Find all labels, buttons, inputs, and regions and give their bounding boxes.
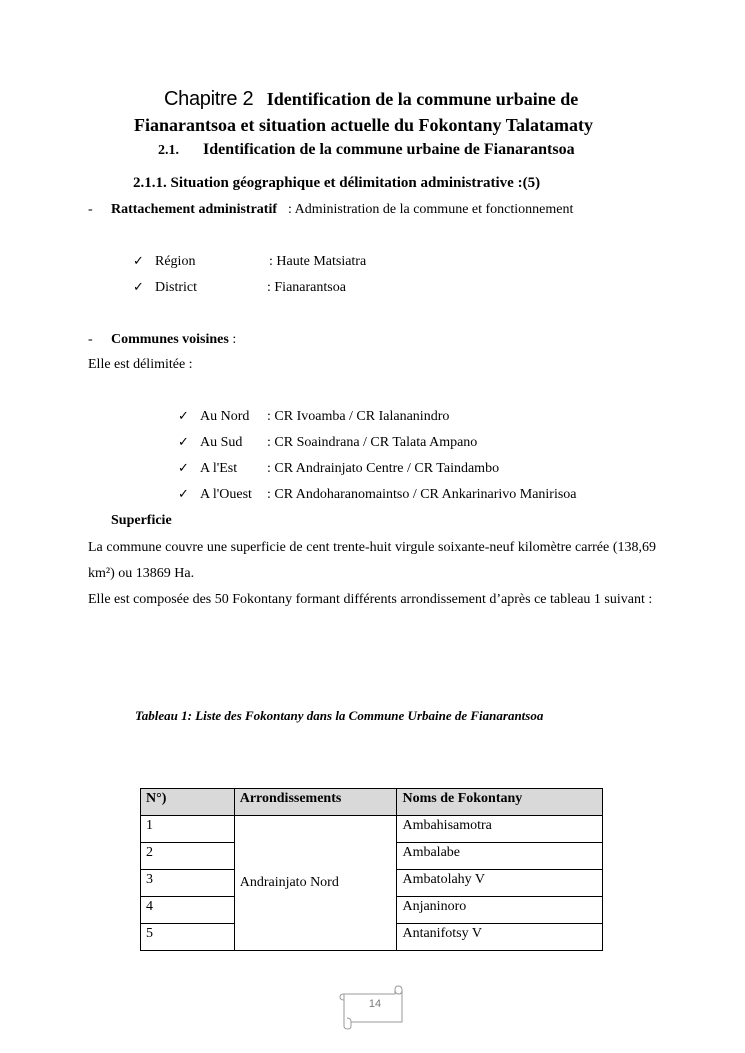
- table-caption: Tableau 1: Liste des Fokontany dans la Commune Urbaine de Fianarantsoa: [135, 708, 544, 723]
- check-icon: ✓: [178, 461, 189, 476]
- fokontany-table: [140, 788, 603, 951]
- check-icon: ✓: [133, 280, 144, 295]
- item-key: Région: [155, 254, 196, 269]
- list-item: [178, 461, 500, 477]
- item-key: Au Nord: [200, 409, 250, 424]
- cell-fokontany: Ambatolahy V: [397, 870, 603, 897]
- list-item: [178, 487, 577, 503]
- chapter-title-line2: Fianarantsoa et situation actuelle du Fokontany Talatamaty: [134, 115, 594, 135]
- list-item: [178, 435, 478, 451]
- communes-intro: Elle est délimitée :: [88, 357, 193, 372]
- item-key: District: [155, 280, 197, 295]
- cell-fokontany: Anjaninoro: [397, 897, 603, 924]
- table-row: [141, 816, 603, 843]
- cell-number: 2: [141, 843, 235, 870]
- cell-number: 4: [141, 897, 235, 924]
- superficie-paragraph-1: La commune couvre une superficie de cent trente-huit virgule soixante-neuf kilomètre carrée (138,69 km²) ou 13869 Ha.: [88, 540, 656, 581]
- cell-fokontany: Ambalabe: [397, 843, 603, 870]
- section-title: Identification de la commune urbaine de Fianarantsoa: [203, 141, 575, 158]
- superficie-paragraph-2: Elle est composée des 50 Fokontany formant différents arrondissement d’après ce tableau 1 suivant :: [88, 592, 653, 607]
- item-value: : Haute Matsiatra: [269, 254, 367, 269]
- item-value: : CR Andoharanomaintso / CR Ankarinarivo Manirisoa: [267, 487, 577, 502]
- rattachement-line: [88, 202, 278, 218]
- subsection-number: 2.1.1.: [133, 175, 167, 191]
- cell-arrondissement: Andrainjato Nord: [234, 816, 397, 951]
- item-key: A l'Ouest: [200, 487, 252, 502]
- check-icon: ✓: [178, 435, 189, 450]
- superficie-heading: Superficie: [111, 513, 172, 528]
- communes-line: [88, 332, 237, 348]
- item-key: Au Sud: [200, 435, 243, 450]
- cell-number: 3: [141, 870, 235, 897]
- page-number: 14: [368, 998, 382, 1010]
- rattachement-text: : Administration de la commune et fonctionnement: [288, 202, 574, 217]
- chapter-title-line1: Identification de la commune urbaine de: [266, 89, 579, 109]
- communes-suffix: :: [228, 332, 237, 347]
- subsection-heading: [133, 175, 540, 192]
- cell-fokontany: Antanifotsy V: [397, 924, 603, 951]
- subsection-title: Situation géographique et délimitation administrative :(5): [170, 175, 541, 191]
- section-heading: [158, 141, 575, 159]
- chapter-heading: [164, 88, 578, 111]
- list-item: [133, 254, 367, 270]
- check-icon: ✓: [178, 487, 189, 502]
- list-item: [133, 280, 346, 296]
- rattachement-label: Rattachement administratif: [111, 202, 278, 217]
- cell-number: 5: [141, 924, 235, 951]
- check-icon: ✓: [133, 254, 144, 269]
- header-number: N°): [141, 789, 235, 816]
- cell-fokontany: Ambahisamotra: [397, 816, 603, 843]
- dash-bullet: -: [88, 202, 93, 217]
- item-key: A l'Est: [200, 461, 238, 476]
- check-icon: ✓: [178, 409, 189, 424]
- section-number: 2.1.: [158, 143, 179, 158]
- header-arrondissements: Arrondissements: [234, 789, 397, 816]
- item-value: : CR Ivoamba / CR Ialananindro: [267, 409, 450, 424]
- communes-label: Communes voisines: [111, 332, 229, 347]
- item-value: : CR Soaindrana / CR Talata Ampano: [267, 435, 478, 450]
- table-header-row: [141, 789, 603, 816]
- list-item: [178, 409, 450, 425]
- chapter-label: Chapitre 2: [164, 88, 254, 110]
- header-fokontany: Noms de Fokontany: [397, 789, 603, 816]
- dash-bullet: -: [88, 332, 93, 347]
- item-value: : CR Andrainjato Centre / CR Taindambo: [267, 461, 500, 476]
- item-value: : Fianarantsoa: [267, 280, 346, 295]
- cell-number: 1: [141, 816, 235, 843]
